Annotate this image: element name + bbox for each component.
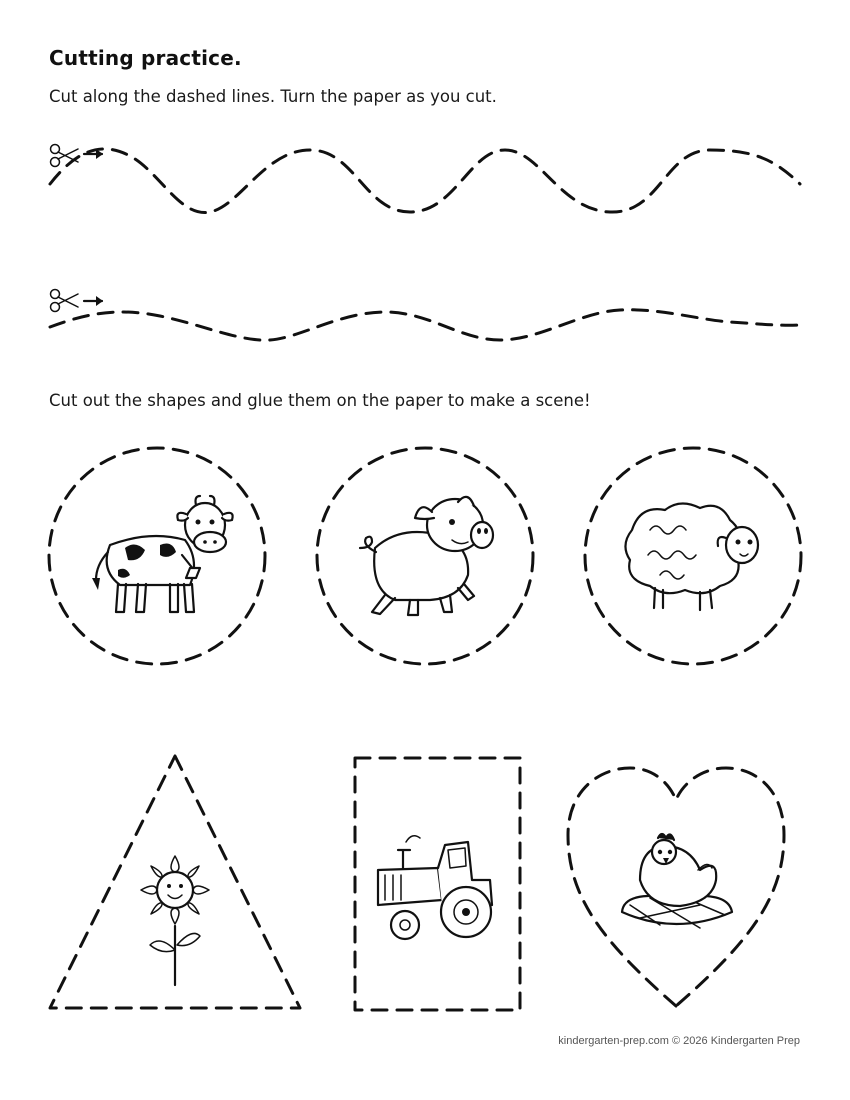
page-title: Cutting practice. bbox=[49, 46, 242, 70]
sheep-icon bbox=[625, 503, 758, 610]
footer-copyright: kindergarten-prep.com © 2026 Kindergarten Prep bbox=[558, 1035, 800, 1047]
scissors-icon bbox=[51, 145, 79, 167]
instruction-cut-lines: Cut along the dashed lines. Turn the paper as you cut. bbox=[49, 87, 497, 106]
arrow-right-icon bbox=[84, 296, 103, 306]
pig-icon bbox=[360, 497, 493, 615]
sunflower-icon bbox=[141, 856, 209, 985]
tractor-icon bbox=[378, 836, 492, 939]
scissors-icon bbox=[51, 290, 79, 312]
instruction-cut-shapes: Cut out the shapes and glue them on the paper to make a scene! bbox=[49, 391, 591, 410]
cow-icon bbox=[92, 496, 233, 612]
hen-on-nest-icon bbox=[622, 834, 732, 928]
wavy-cut-line[interactable] bbox=[50, 149, 800, 213]
gentle-wave-cut-line[interactable] bbox=[50, 310, 800, 340]
